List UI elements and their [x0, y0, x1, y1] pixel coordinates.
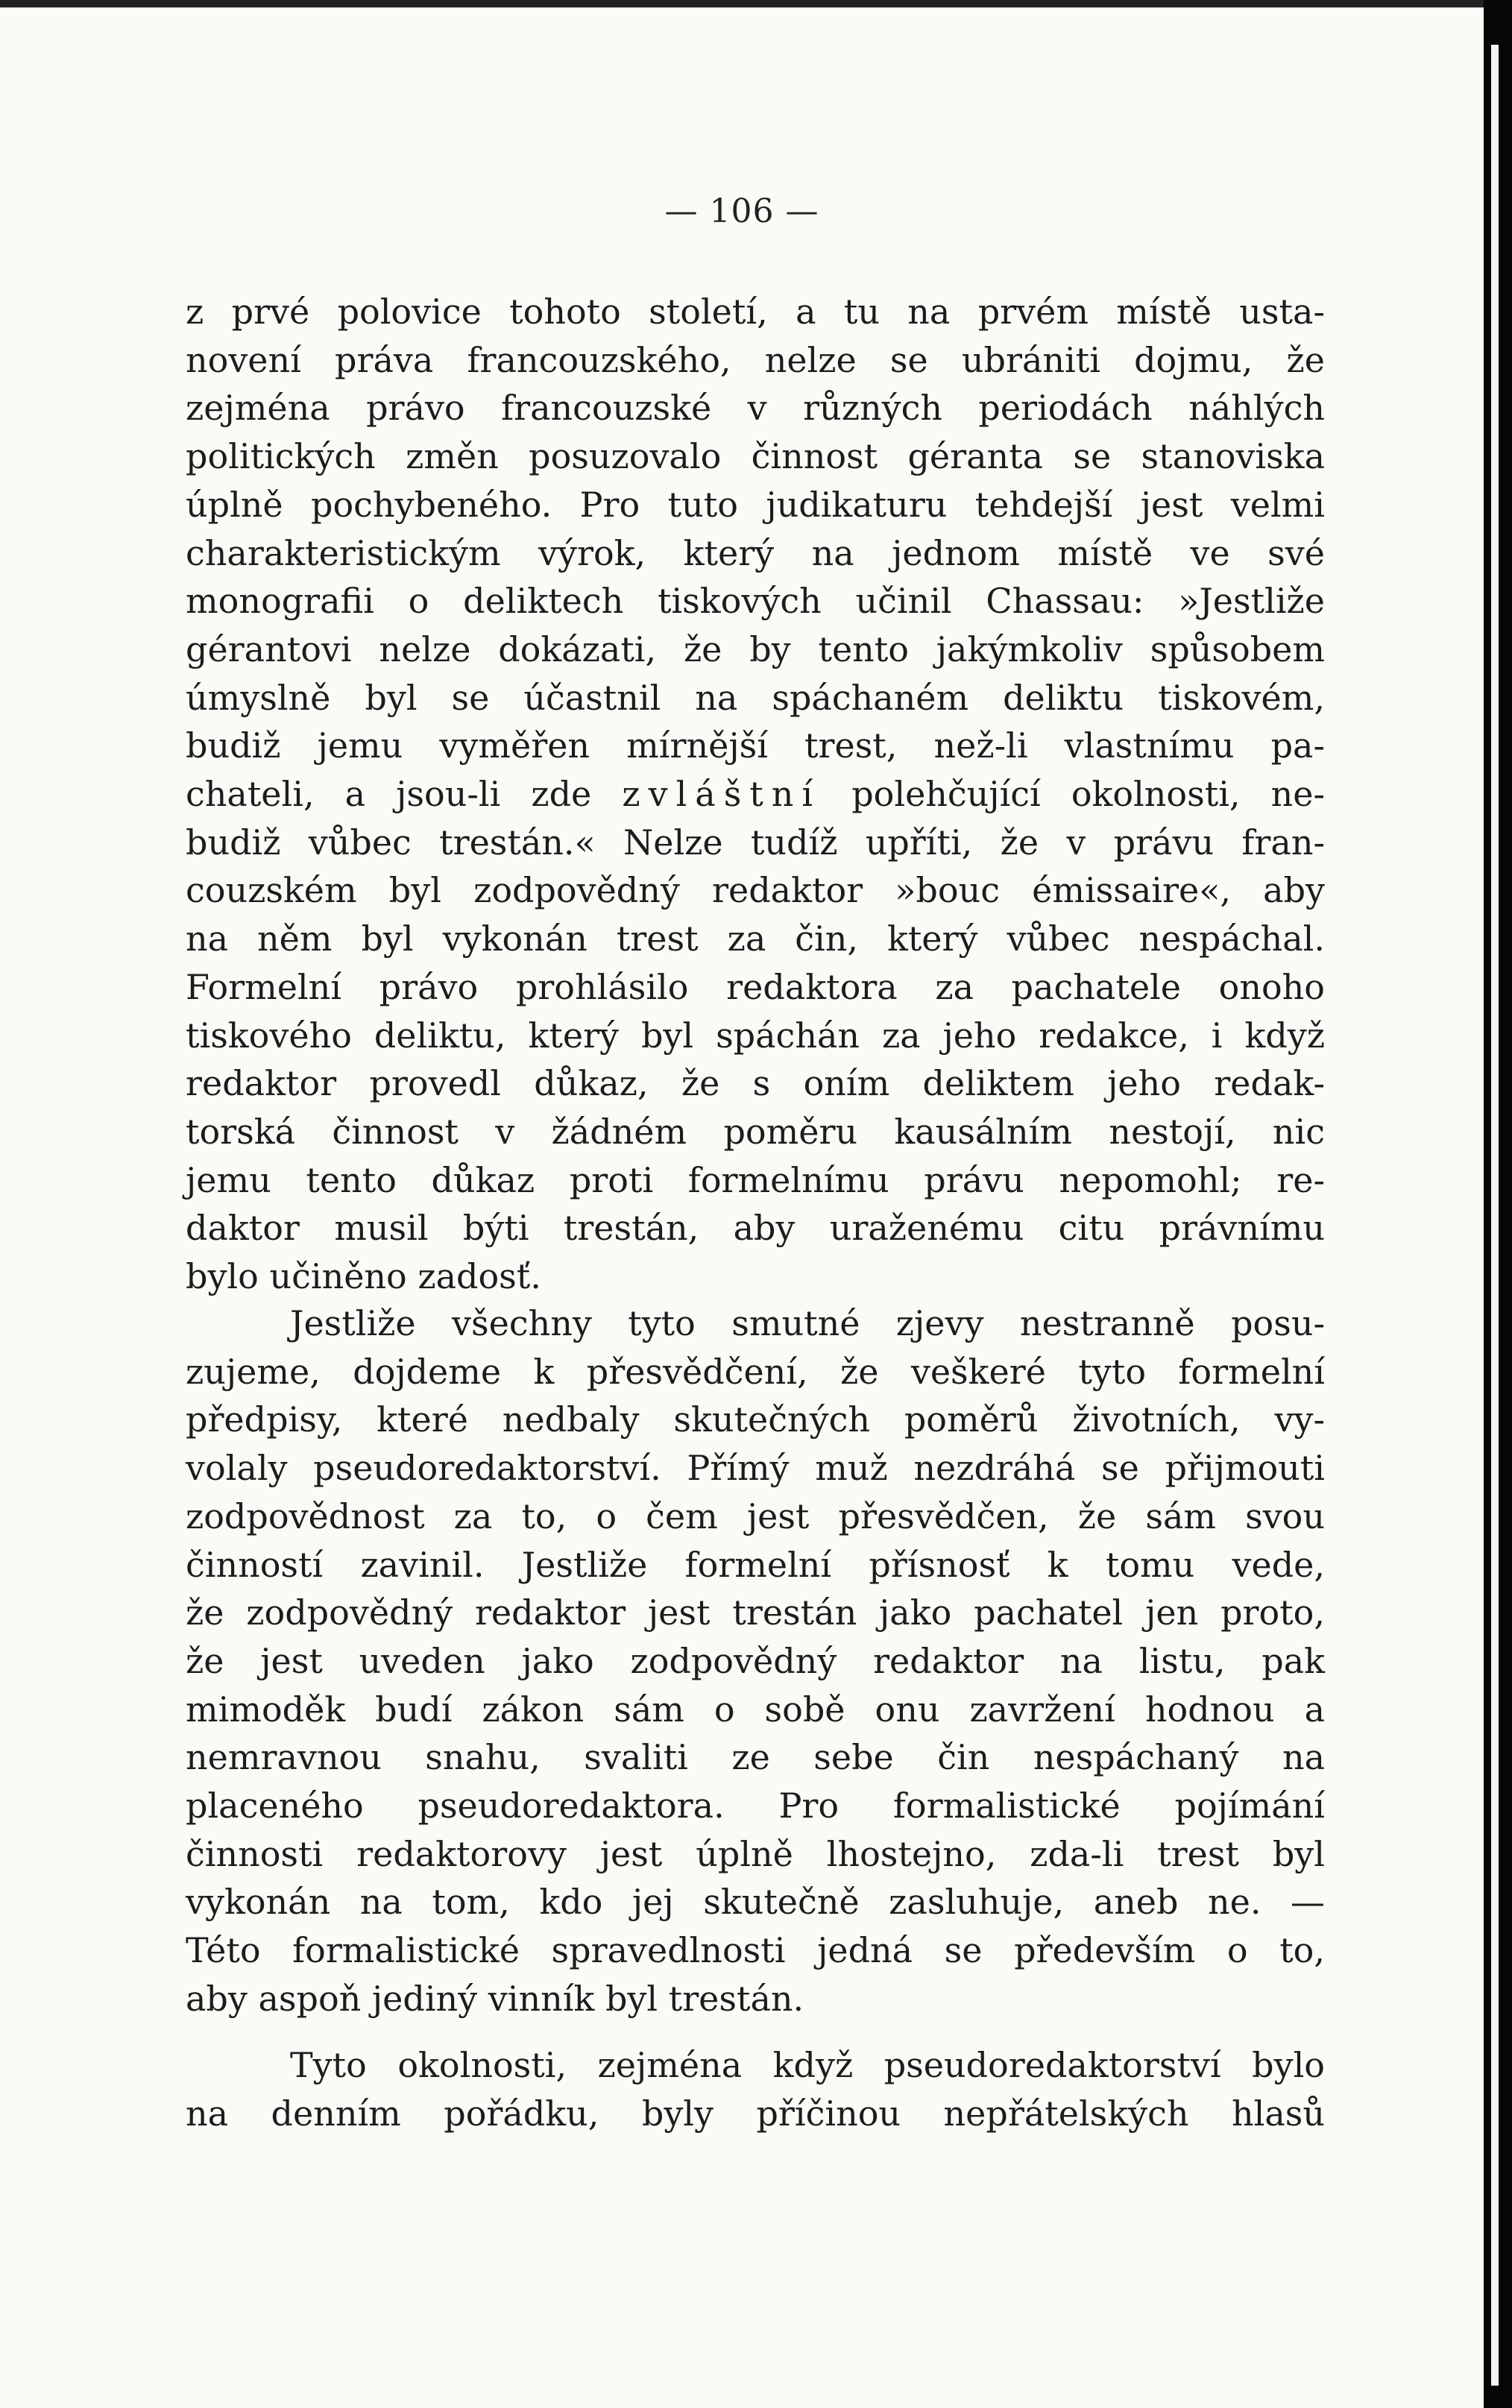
text-line: na denním pořádku, byly příčinou nepřátelských hlasů [186, 2093, 1325, 2134]
text-line: volaly pseudoredaktorství. Přímý muž nezdráhá se přijmouti [186, 1448, 1325, 1489]
text-line: předpisy, které nedbaly skutečných poměrů životních, vy- [186, 1399, 1325, 1440]
text-line: zujeme, dojdeme k přesvědčení, že veškeré tyto formelní [186, 1351, 1325, 1392]
text-line: bylo učiněno zadosť. [186, 1256, 541, 1297]
text-line: couzském byl zodpovědný redaktor »bouc émissaire«, aby [186, 870, 1325, 911]
text-line: politických změn posuzovalo činnost géranta se stanoviska [186, 436, 1325, 477]
text-line: mimoděk budí zákon sám o sobě onu zavržení hodnou a [186, 1689, 1325, 1730]
text-line: na něm byl vykonán trest za čin, který vůbec nespáchal. [186, 918, 1325, 959]
text-line: zodpovědnost za to, o čem jest přesvědčen, že sám svou [186, 1495, 1325, 1536]
text-line-emphasis [186, 770, 1325, 819]
text-line: aby aspoň jediný vinník byl trestán. [186, 1978, 804, 2019]
text-line: novení práva francouzského, nelze se ubrániti dojmu, že [186, 339, 1325, 380]
text-line: z prvé polovice tohoto století, a tu na prvém místě usta- [186, 291, 1325, 332]
text-line: zejména právo francouzské v různých periodách náhlých [186, 388, 1325, 429]
paragraph-3 [186, 2041, 1325, 2137]
scan-right-edge [1484, 0, 1512, 2408]
text-line: placeného pseudoredaktora. Pro formalistické pojímání [186, 1785, 1325, 1827]
text-line: činnosti redaktorovy jest úplně lhostejno, zda-li trest byl [186, 1833, 1325, 1874]
text-line: daktor musil býti trestán, aby uraženému citu právnímu [186, 1208, 1325, 1249]
text-line: jemu tento důkaz proti formelnímu právu nepomohl; re- [186, 1159, 1325, 1200]
text-line: že zodpovědný redaktor jest trestán jako pachatel jen proto, [186, 1592, 1325, 1633]
text-line: budiž jemu vyměřen mírnější trest, než-li vlastnímu pa- [186, 725, 1325, 766]
text-line: charakteristickým výrok, který na jednom místě ve své [186, 532, 1325, 573]
text-line: Jestliže všechny tyto smutné zjevy nestranně posu- [290, 1303, 1325, 1343]
text-line: úplně pochybeného. Pro tuto judikaturu tehdejší jest velmi [186, 484, 1325, 525]
text-line: budiž vůbec trestán.« Nelze tudíž upříti, že v právu fran- [186, 822, 1325, 863]
scan-top-edge [0, 0, 1484, 7]
text-line: redaktor provedl důkaz, že s oním deliktem jeho redak- [186, 1063, 1325, 1104]
text-line: Formelní právo prohlásilo redaktora za pachatele onoho [186, 966, 1325, 1007]
text-line: nemravnou snahu, svaliti ze sebe čin nespáchaný na [186, 1737, 1325, 1778]
text-segment: chateli, a jsou-li zde [186, 774, 592, 815]
text-line: úmyslně byl se účastnil na spáchaném deliktu tiskovém, [186, 677, 1325, 718]
text-line: monografii o deliktech tiskových učinil Chassau: »Jestliže [186, 581, 1325, 622]
text-line: tiskového deliktu, který byl spáchán za jeho redakce, i když [186, 1015, 1325, 1056]
text-line: činností zavinil. Jestliže formelní přísnosť k tomu vede, [186, 1544, 1325, 1585]
paragraph-1 [186, 288, 1325, 1301]
page-number: — 106 — [664, 192, 819, 230]
text-line: gérantovi nelze dokázati, že by tento jakýmkoliv spůsobem [186, 628, 1325, 669]
text-line: torská činnost v žádném poměru kausálním nestojí, nic [186, 1111, 1325, 1152]
text-line: Této formalistické spravedlnosti jedná se především o to, [186, 1930, 1325, 1971]
paragraph-2 [186, 1299, 1325, 2023]
text-line: vykonán na tom, kdo jej skutečně zasluhuje, aneb ne. — [186, 1882, 1325, 1923]
text-line: Tyto okolnosti, zejména když pseudoredaktorství bylo [290, 2045, 1325, 2085]
spaced-emphasis: zvláštní [622, 774, 822, 815]
text-segment: polehčující okolnosti, ne- [851, 774, 1326, 815]
text-line: že jest uveden jako zodpovědný redaktor na listu, pak [186, 1640, 1325, 1681]
